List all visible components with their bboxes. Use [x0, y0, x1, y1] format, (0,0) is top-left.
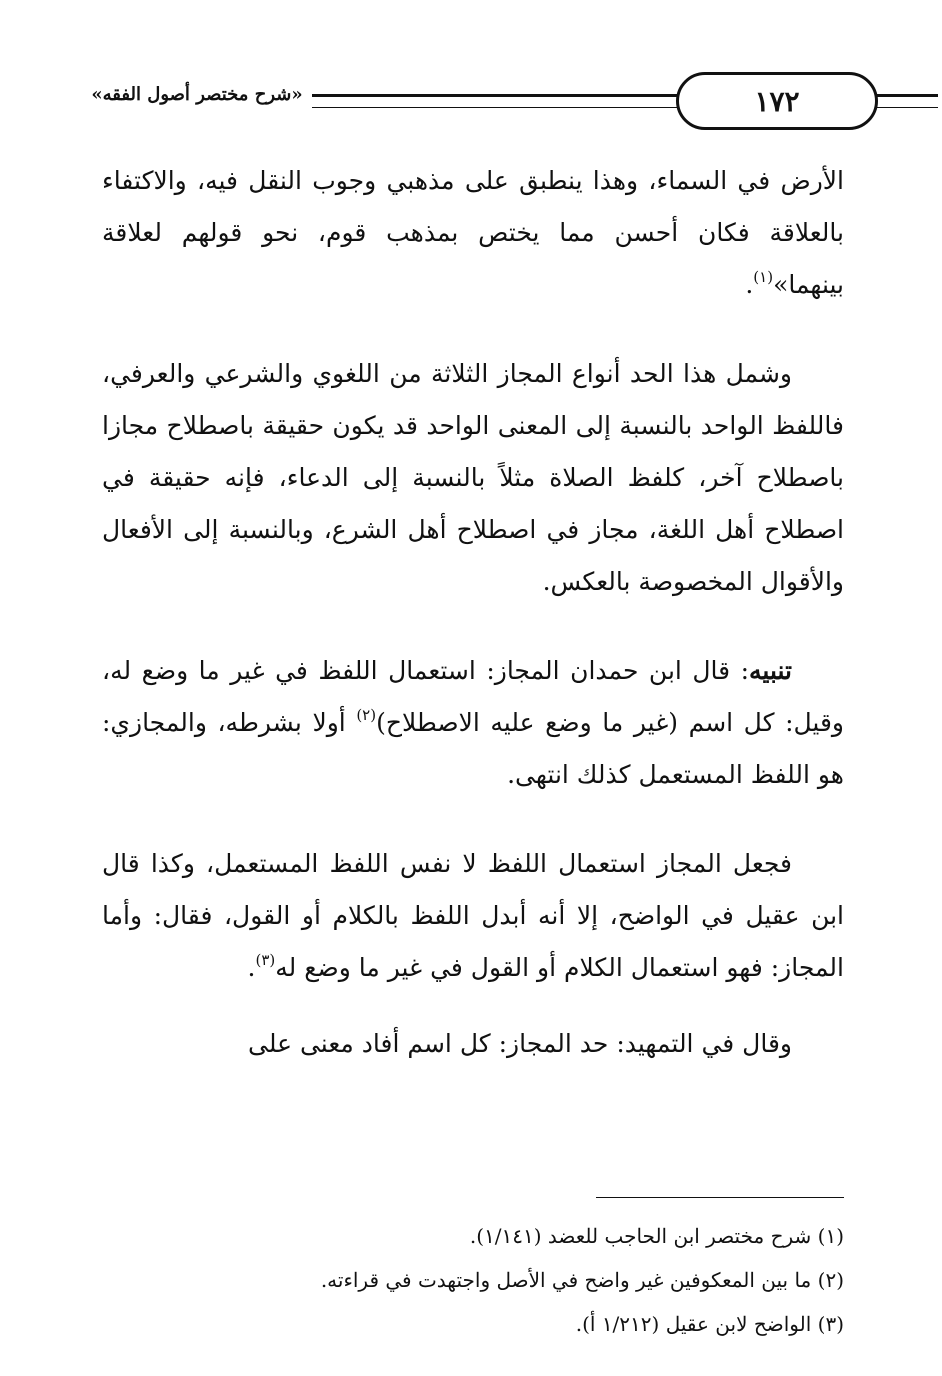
- paragraph-text: : قال ابن حمدان المجاز: استعمال اللفظ في غير ما وضع له، وقيل: كل اسم (غير ما وضع عليه الاصطلاح): [102, 656, 844, 737]
- paragraph-text: فجعل المجاز استعمال اللفظ لا نفس اللفظ المستعمل، وكذا قال ابن عقيل في الواضح، إلا أنه أبدل اللفظ بالكلام أو القول، فقال: وأما المجاز: فهو استعمال الكلام أو القول في غير ما وضع له: [102, 849, 844, 982]
- paragraph-tail: .: [745, 270, 754, 299]
- footnote-3: (٣) الواضح لابن عقيل (١/٢١٢ أ).: [575, 1312, 844, 1336]
- footnotes: [102, 1214, 844, 1346]
- footnote-separator: [596, 1197, 844, 1198]
- paragraph-5: [102, 1018, 844, 1070]
- paragraph-text: وشمل هذا الحد أنواع المجاز الثلاثة من اللغوي والشرعي والعرفي، فاللفظ الواحد بالنسبة إلى المعنى الواحد قد يكون حقيقة باصطلاح مجازا باصطلاح آخر، كلفظ الصلاة مثلاً بالنسبة إلى الدعاء، فإنه حقيقة في اصطلاح أهل اللغة، مجاز في اصطلاح أهل الشرع، وبالنسبة إلى الأفعال والأقوال المخصوصة بالعكس.: [102, 359, 844, 596]
- paragraph-text: وقال في التمهيد: حد المجاز: كل اسم أفاد معنى على: [247, 1029, 792, 1058]
- paragraph-tail: أولا بشرطه، والمجازي: هو اللفظ المستعمل كذلك انتهى.: [102, 708, 844, 789]
- page-number: ١٧٢: [676, 72, 878, 130]
- footnote-reference: (٢): [356, 706, 377, 724]
- footnote-reference: (١): [753, 268, 774, 286]
- main-text: [102, 155, 844, 1070]
- page-header: [90, 66, 850, 130]
- header-rule-left: [312, 94, 700, 108]
- paragraph-2: [102, 348, 844, 608]
- paragraph-tail: .: [247, 953, 256, 982]
- paragraph-3: [102, 645, 844, 801]
- paragraph-1: [102, 155, 844, 311]
- footnote-2: (٢) ما بين المعكوفين غير واضح في الأصل واجتهدت في قراءته.: [320, 1268, 844, 1292]
- paragraph-text: الأرض في السماء، وهذا ينطبق على مذهبي وجوب النقل فيه، والاكتفاء بالعلاقة فكان أحسن مما يختص بمذهب قوم، نحو قولهم لعلاقة بينهما»: [102, 166, 844, 299]
- running-title: «شرح مختصر أصول الفقه»: [91, 84, 303, 105]
- footnote-reference: (٣): [255, 951, 276, 969]
- footnote-1: (١) شرح مختصر ابن الحاجب للعضد (١/١٤١).: [469, 1224, 844, 1248]
- paragraph-4: [102, 838, 844, 994]
- note-heading: تنبيه: [749, 656, 792, 685]
